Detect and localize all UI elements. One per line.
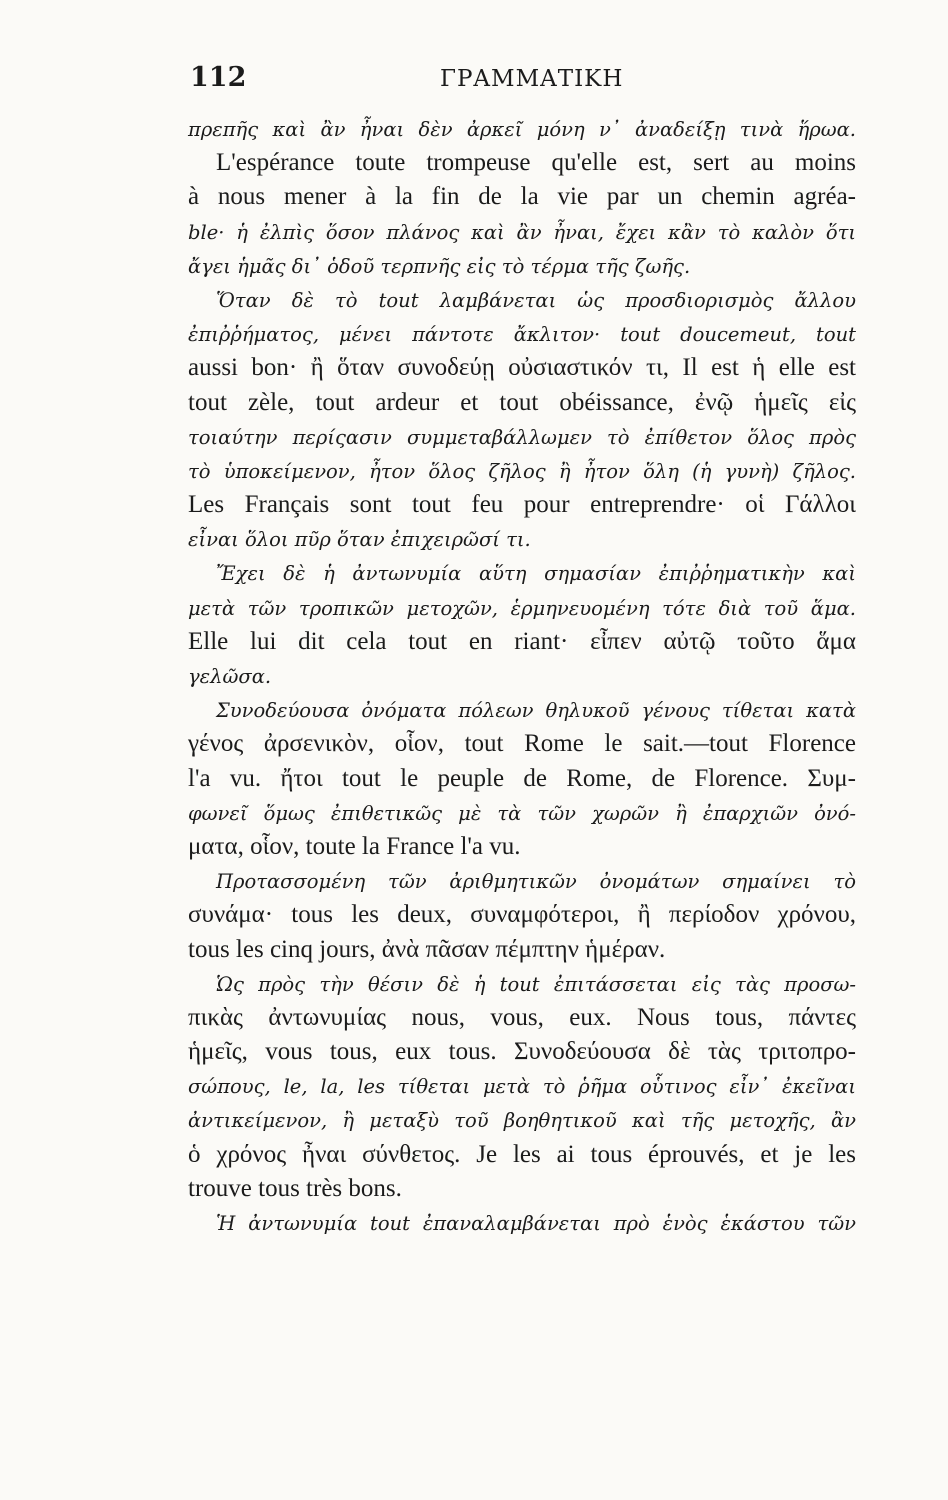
text-line: πικὰς ἀντωνυμίας nous, vous, eux. Nous tous, πάντες <box>188 1003 856 1031</box>
text-line: γένος ἀρσενικὸν, οἷον, tout Rome le sait.—tout Florence <box>188 730 856 758</box>
text-line: Προτασσομένη τῶν ἀριθμητικῶν ὀνομάτων σημαίνει τὸ <box>216 870 856 894</box>
text-line: ματα, οἷον, toute la France l'a vu. <box>188 832 521 860</box>
text-line: Ὡς πρὸς τὴν θέσιν δὲ ἡ tout ἐπιτάσσεται εἰς τὰς προσω- <box>216 972 856 996</box>
text-line: tous les cinq jours, ἀνὰ πᾶσαν πέμπτην ἡμέραν. <box>188 935 666 963</box>
text-line: συνάμα· tous les deux, συναμφότεροι, ἢ περίοδον χρόνου, <box>188 901 856 929</box>
text-line: ἀντικείμενον, ἢ μεταξὺ τοῦ βοηθητικοῦ καὶ τῆς μετοχῆς, ἂν <box>188 1109 856 1133</box>
text-line: aussi bon· ἢ ὅταν συνοδεύῃ οὐσιαστικόν τι, Il est ἡ elle est <box>188 354 856 382</box>
text-line: Ἡ ἀντωνυμία tout ἐπαναλαμβάνεται πρὸ ἑνὸς ἑκάστου τῶν <box>216 1212 856 1235</box>
page-header <box>190 62 854 98</box>
text-line: tout zèle, tout ardeur et tout obéissance, ἐνῷ ἡμεῖς εἰς <box>188 388 856 416</box>
text-line: τὸ ὑποκείμενον, ἦτον ὅλος ζῆλος ἢ ἦτον ὅλη (ἡ γυνὴ) ζῆλος. <box>188 459 856 483</box>
text-line: Συνοδεύουσα ὀνόματα πόλεων θηλυκοῦ γένους τίθεται κατὰ <box>216 699 856 723</box>
text-line: Ὅταν δὲ τὸ tout λαμβάνεται ὡς προσδιορισμὸς ἄλλου <box>216 288 856 312</box>
text-line: τοιαύτην περίςασιν συμμεταβάλλωμεν τὸ ἐπίθετον ὅλος πρὸς <box>188 425 856 449</box>
text-line: εἶναι ὅλοι πῦρ ὅταν ἐπιχειρῶσί τι. <box>188 528 531 552</box>
text-line: ἐπιῤῥήματος, μένει πάντοτε ἄκλιτον· tout doucemeut, tout <box>188 323 856 347</box>
text-line: σώπους, le, la, les τίθεται μετὰ τὸ ῥῆμα οὗτινος εἶν᾽ ἐκεῖναι <box>188 1075 856 1099</box>
text-line: à nous mener à la fin de la vie par un chemin agréa- <box>188 183 856 211</box>
text-line: ἄγει ἡμᾶς δι᾽ ὁδοῦ τερπνῆς εἰς τὸ τέρμα τῆς ζωῆς. <box>188 254 691 278</box>
text-line: φωνεῖ ὅμως ἐπιθετικῶς μὲ τὰ τῶν χωρῶν ἢ ἐπαρχιῶν ὀνό- <box>188 801 856 825</box>
text-line: ble· ἡ ἐλπὶς ὅσον πλάνος καὶ ἂν ἦναι, ἔχει κἂν τὸ καλὸν ὅτι <box>188 220 856 244</box>
text-line: ὁ χρόνος ἦναι σύνθετος. Je les ai tous éprouvés, et je les <box>188 1140 856 1168</box>
running-head: ΓΡΑΜΜΑΤΙΚΗ <box>440 66 624 92</box>
body-text <box>188 112 856 1240</box>
text-line: μετὰ τῶν τροπικῶν μετοχῶν, ἑρμηνευομένη τότε διὰ τοῦ ἅμα. <box>188 596 856 620</box>
text-line: πρεπῆς καὶ ἂν ἦναι δὲν ἀρκεῖ μόνη ν᾽ ἀναδείξῃ τινὰ ἥρωα. <box>188 118 856 141</box>
text-line: ἡμεῖς, vous tous, eux tous. Συνοδεύουσα δὲ τὰς τριτοπρο- <box>188 1038 856 1066</box>
text-line: trouve tous très bons. <box>188 1174 402 1202</box>
text-line: Elle lui dit cela tout en riant· εἶπεν αὐτῷ τοῦτο ἅμα <box>188 627 856 655</box>
page-number: 112 <box>190 62 247 93</box>
text-line: l'a vu. ἤτοι tout le peuple de Rome, de Florence. Συμ- <box>188 764 856 792</box>
text-line: γελῶσα. <box>188 665 272 688</box>
text-line: L'espérance toute trompeuse qu'elle est, sert au moins <box>216 149 856 177</box>
text-line: Ἔχει δὲ ἡ ἀντωνυμία αὕτη σημασίαν ἐπιῤῥηματικὴν καὶ <box>216 562 856 586</box>
text-line: Les Français sont tout feu pour entreprendre· οἱ Γάλλοι <box>188 491 856 519</box>
